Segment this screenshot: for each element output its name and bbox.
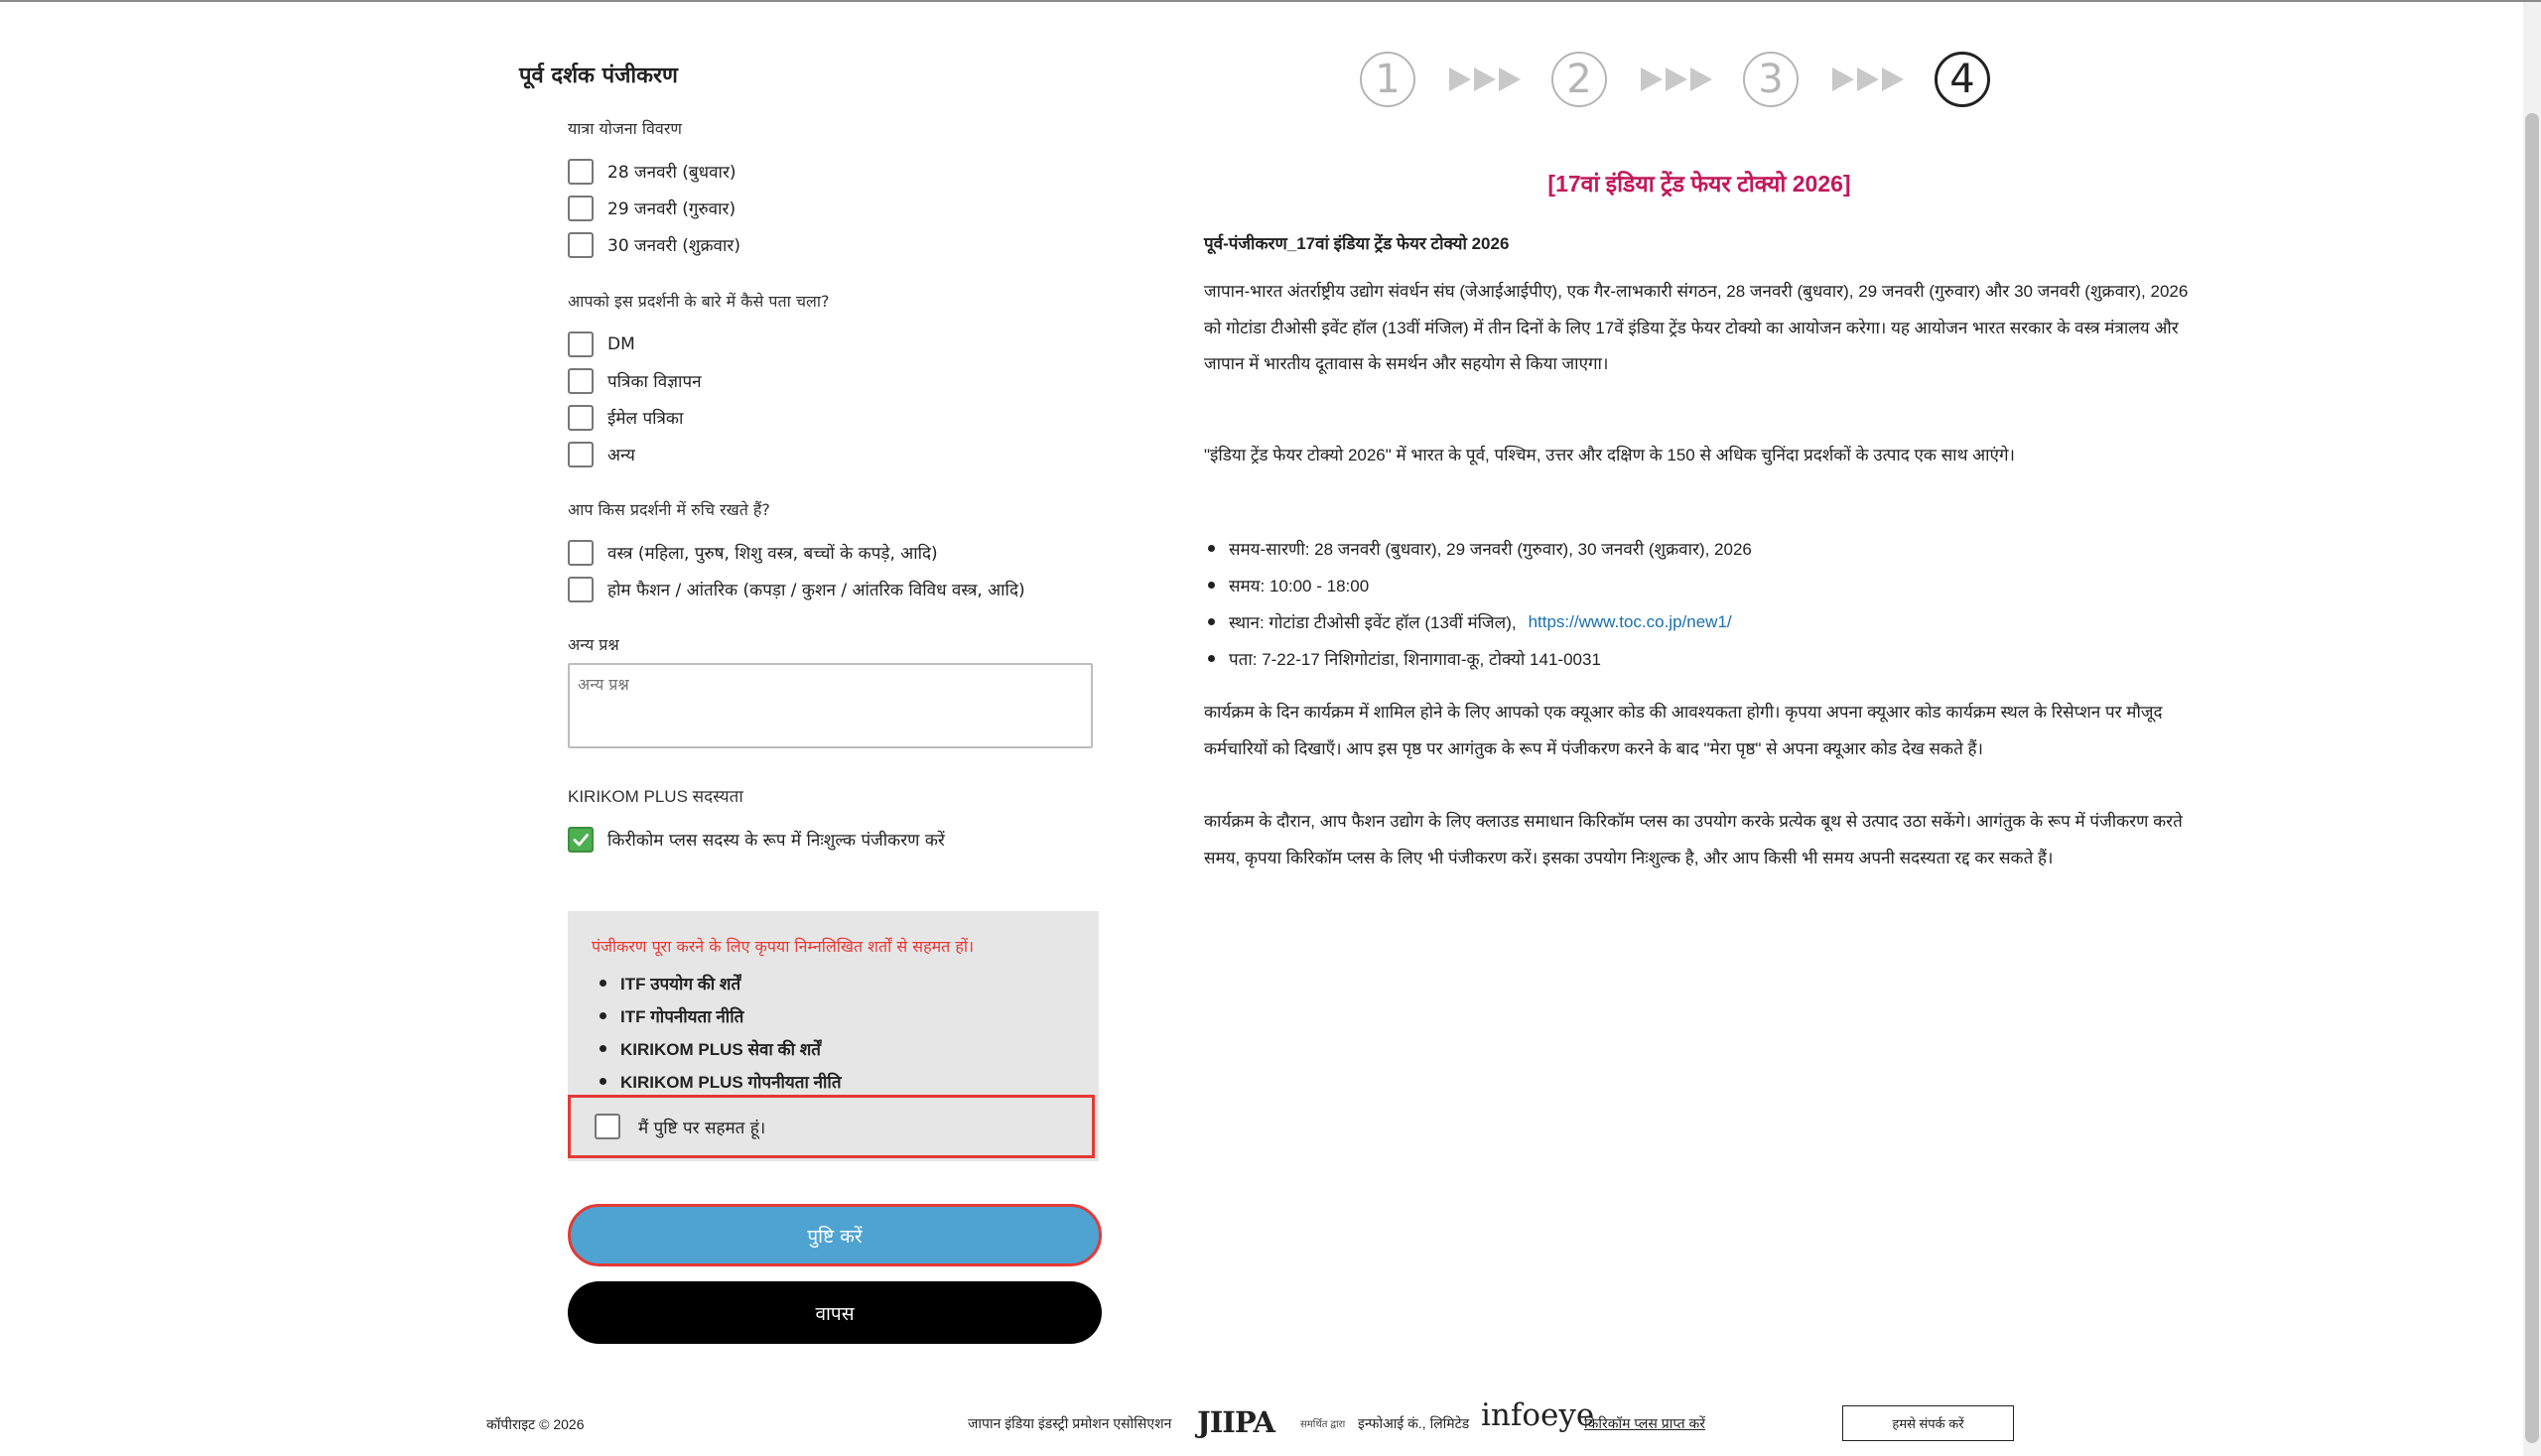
kirikom-plus-link[interactable]: किरिकॉम प्लस प्राप्त करें [1584,1415,1706,1431]
jiipa-logo: JIIPA [1197,1405,1275,1439]
step-2: 2 [1551,52,1607,107]
footer-company: इन्फोआई कं., लिमिटेड [1358,1415,1470,1431]
source-option-magazine[interactable] [568,362,830,399]
travel-section [568,117,740,263]
terms-item-kirikom-terms[interactable]: KIRIKOM PLUS सेवा की शर्तें [592,1032,842,1065]
top-border [0,0,2541,2]
venue-link[interactable]: https://www.toc.co.jp/new1/ [1528,611,1732,631]
step-4-active: 4 [1935,52,1990,107]
scrollbar-track[interactable] [2523,2,2541,1456]
option-label: DM [607,333,635,354]
checkbox[interactable] [568,368,594,394]
step-3: 3 [1743,52,1799,107]
event-subtitle: पूर्व-पंजीकरण_17वां इंडिया ट्रेंड फेयर टोक्यो 2026 [1204,234,1510,253]
checkbox[interactable] [568,331,594,357]
contact-button[interactable]: हमसे संपर्क करें [1842,1405,2014,1441]
event-intro-paragraph: जापान-भारत अंतर्राष्ट्रीय उद्योग संवर्धन संघ (जेआईआईपीए), एक गैर-लाभकारी संगठन, 28 जनवरी (बुधवार), 29 जनवरी (गुरुवार) और 30 जनवरी (शुक्रवार), 2026 को गोटांडा टीओसी इवेंट हॉल (13वीं मंजिल) में तीन दिनों के लिए 17वें इंडिया ट्रेंड फेयर टोक्यो का आयोजन करेगा। यह आयोजन भारत सरकार के वस्त्र मंत्रालय और जापान में भारतीय दूतावास के समर्थन और सहयोग से किया जाएगा। [1204,282,2189,373]
option-label: ईमेल पत्रिका [607,409,684,429]
checkbox[interactable] [568,159,594,185]
travel-label: यात्रा योजना विवरण [568,119,682,138]
checkbox[interactable] [568,540,594,566]
page-title: पूर्व दर्शक पंजीकरण [519,64,678,88]
checkbox[interactable] [568,442,594,467]
other-questions-input[interactable] [568,663,1093,748]
address-item: पता: 7-22-17 निशिगोटांडा, शिनागावा-कू, टोक्यो 141-0031 [1204,640,1752,677]
agree-label: मैं पुष्टि पर सहमत हूं। [638,1118,766,1138]
back-button[interactable]: वापस [568,1281,1102,1344]
infoeye-logo: infoeye [1481,1397,1595,1433]
interest-option-home-fashion[interactable] [568,571,1025,607]
event-exhibitors-paragraph: "इंडिया ट्रेंड फेयर टोक्यो 2026" में भारत के पूर्व, पश्चिम, उत्तर और दक्षिण के 150 से अधिक चुनिंदा प्रदर्शकों के उत्पाद एक साथ आएंगे। [1204,446,2015,464]
step-arrows-icon [1641,67,1715,91]
other-questions-label: अन्य प्रश्न [568,635,619,654]
step-arrows-icon [1449,67,1524,91]
option-label: 29 जनवरी (गुरुवार) [607,199,736,219]
source-section [568,290,830,472]
membership-label: KIRIKOM PLUS सदस्यता [568,787,743,806]
checkbox[interactable] [568,405,594,431]
scrollbar-thumb[interactable] [2525,113,2539,1443]
travel-option-jan28[interactable] [568,153,740,190]
footer-operated-by: समर्थित द्वारा [1300,1419,1346,1430]
kirikom-paragraph: कार्यक्रम के दौरान, आप फैशन उद्योग के लिए क्लाउड समाधान किरिकॉम प्लस का उपयोग करके प्रत्येक बूथ से उत्पाद उठा सकेंगे। आगंतुक के रूप में पंजीकरण करते समय, कृपया किरिकॉम प्लस के लिए भी पंजीकरण करें। इसका उपयोग निःशुल्क है, और आप किसी भी समय अपनी सदस्यता रद्द कर सकते हैं। [1204,812,2183,867]
terms-heading: पंजीकरण पूरा करने के लिए कृपया निम्नलिखित शर्तों से सहमत हों। [592,937,975,956]
agree-checkbox[interactable] [595,1114,620,1139]
step-arrows-icon [1832,67,1907,91]
agree-checkbox-row[interactable] [568,1095,1095,1158]
option-label: पत्रिका विज्ञापन [607,372,702,392]
source-option-other[interactable] [568,436,830,472]
venue-item [1204,603,1752,640]
interest-label: आप किस प्रदर्शनी में रुचि रखते हैं? [568,500,770,519]
checkbox[interactable] [568,196,594,221]
checkbox[interactable] [568,577,594,602]
source-label: आपको इस प्रदर्शनी के बारे में कैसे पता चला? [568,292,830,311]
option-label: वस्त्र (महिला, पुरुष, शिशु वस्त्र, बच्चों के कपड़े, आदि) [607,544,938,564]
interest-option-apparel[interactable] [568,534,1025,571]
option-label: 30 जनवरी (शुक्रवार) [607,236,740,256]
step-indicator [1360,52,1990,107]
time-item: समय: 10:00 - 18:00 [1204,567,1752,603]
schedule-item: समय-सारणी: 28 जनवरी (बुधवार), 29 जनवरी (गुरुवार), 30 जनवरी (शुक्रवार), 2026 [1204,530,1752,567]
footer-association: जापान इंडिया इंडस्ट्री प्रमोशन एसोसिएशन [968,1415,1172,1431]
terms-list [592,967,842,1098]
venue-text: स्थान: गोटांडा टीओसी इवेंट हॉल (13वीं मंजिल), [1229,613,1517,632]
confirm-button[interactable]: पुष्टि करें [568,1204,1102,1266]
membership-option[interactable] [568,821,945,858]
travel-option-jan30[interactable] [568,226,740,263]
option-label: 28 जनवरी (बुधवार) [607,163,736,183]
checkbox[interactable] [568,232,594,258]
terms-item-kirikom-privacy[interactable]: KIRIKOM PLUS गोपनीयता नीति [592,1065,842,1098]
checkbox-checked[interactable] [568,827,594,853]
option-label: किरीकोम प्लस सदस्य के रूप में निःशुल्क पंजीकरण करें [607,831,945,851]
check-icon [571,830,591,850]
source-option-dm[interactable] [568,326,830,362]
step-1: 1 [1360,52,1415,107]
membership-section [568,784,945,858]
source-option-email[interactable] [568,399,830,436]
travel-option-jan29[interactable] [568,190,740,226]
event-info-list [1204,530,1752,677]
event-title: [17वां इंडिया ट्रेंड फेयर टोक्यो 2026] [1547,171,1851,197]
qr-code-paragraph: कार्यक्रम के दिन कार्यक्रम में शामिल होने के लिए आपको एक क्यूआर कोड की आवश्यकता होगी। कृपया अपना क्यूआर कोड कार्यक्रम स्थल के रिसेप्शन पर मौजूद कर्मचारियों को दिखाएँ। आप इस पृष्ठ पर आगंतुक के रूप में पंजीकरण करने के बाद "मेरा पृष्ठ" से अपना क्यूआर कोड देख सकते हैं। [1204,703,2163,758]
option-label: होम फैशन / आंतरिक (कपड़ा / कुशन / आंतरिक विविध वस्त्र, आदि) [607,581,1025,600]
terms-item-itf-privacy[interactable]: ITF गोपनीयता नीति [592,999,842,1032]
terms-item-itf-terms[interactable]: ITF उपयोग की शर्तें [592,967,842,999]
option-label: अन्य [607,446,635,465]
interest-section [568,498,1025,607]
footer-copyright: कॉपीराइट © 2026 [486,1416,585,1432]
